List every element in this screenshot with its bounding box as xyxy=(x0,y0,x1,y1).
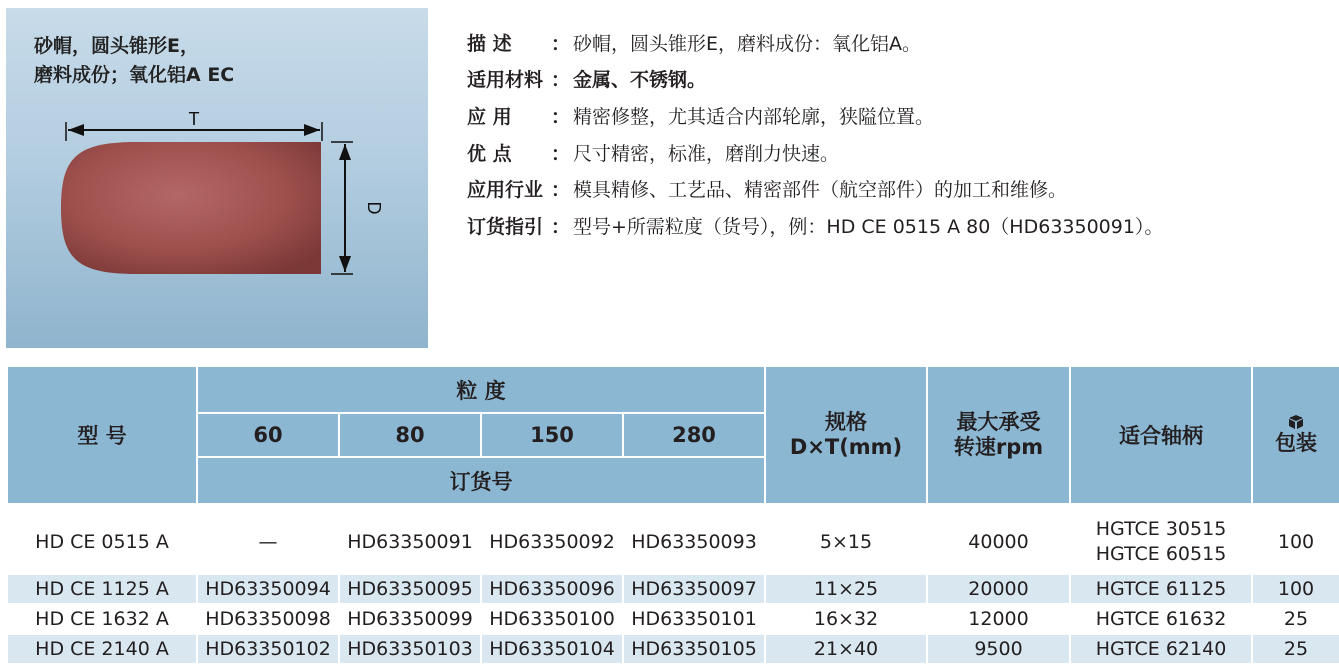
header-pack xyxy=(1252,366,1339,504)
product-description xyxy=(467,24,1163,244)
shank-value: HGTCE 60515 xyxy=(1095,543,1227,565)
header-spec-unit: D×T(mm) xyxy=(789,435,903,459)
product-image-panel xyxy=(6,8,428,348)
shank-value: HGTCE 61632 xyxy=(1095,607,1227,630)
description-label: 描 述 xyxy=(467,32,512,55)
description-label: 订货指引 xyxy=(467,215,544,238)
description-value: 模具精修、工艺品、精密部件（航空部件）的加工和维修。 xyxy=(573,179,1068,202)
cell-shank xyxy=(1070,510,1252,574)
description-colon: ： xyxy=(551,179,571,202)
cell-spec: 21×40 xyxy=(765,634,927,664)
header-shank: 适合轴柄 xyxy=(1070,366,1252,504)
cell-rpm: 9500 xyxy=(927,634,1070,664)
description-value: 精密修整，尤其适合内部轮廓，狭隘位置。 xyxy=(573,105,935,128)
description-row xyxy=(467,207,1163,244)
cell-g80: HD63350099 xyxy=(339,604,481,634)
cell-model: HD CE 1125 A xyxy=(7,574,197,604)
cell-g80: HD63350091 xyxy=(339,510,481,574)
header-grit-value: 60 xyxy=(197,413,339,457)
cell-rpm: 20000 xyxy=(927,574,1070,604)
t-dimension-label: T xyxy=(188,109,200,129)
header-grit-value: 80 xyxy=(339,413,481,457)
header-pack-label: 包装 xyxy=(1275,431,1317,455)
cell-shank xyxy=(1070,634,1252,664)
description-label: 应 用 xyxy=(467,105,512,128)
cell-g80: HD63350095 xyxy=(339,574,481,604)
table-row xyxy=(7,510,1339,574)
header-max-speed-unit: 转速rpm xyxy=(953,435,1044,459)
description-row xyxy=(467,134,1163,171)
cell-g60: HD63350098 xyxy=(197,604,339,634)
header-grit-value: 150 xyxy=(481,413,623,457)
description-label: 适用材料 xyxy=(467,69,544,92)
description-label: 应用行业 xyxy=(467,179,544,202)
cell-g150: HD63350100 xyxy=(481,604,623,634)
header-grit-value: 280 xyxy=(623,413,765,457)
cell-pack: 25 xyxy=(1252,634,1339,664)
description-label: 优 点 xyxy=(467,142,512,165)
header-max-speed xyxy=(927,366,1070,504)
description-colon: ： xyxy=(551,69,571,92)
description-row xyxy=(467,24,1163,61)
description-colon: ： xyxy=(551,142,571,165)
d-dimension-label: D xyxy=(364,201,384,215)
description-value: 尺寸精密，标准，磨削力快速。 xyxy=(573,142,840,165)
cell-g280: HD63350097 xyxy=(623,574,765,604)
table-row xyxy=(7,634,1339,664)
spec-table xyxy=(6,365,1339,665)
cell-model: HD CE 1632 A xyxy=(7,604,197,634)
description-colon: ： xyxy=(551,215,571,238)
caption-line-2: 磨料成份；氧化铝A EC xyxy=(34,64,235,86)
abrasive-cap-shape xyxy=(61,142,321,274)
shank-value: HGTCE 61125 xyxy=(1095,577,1227,600)
cell-shank xyxy=(1070,604,1252,634)
cell-shank xyxy=(1070,574,1252,604)
description-row xyxy=(467,97,1163,134)
table-row xyxy=(7,574,1339,604)
header-spec xyxy=(765,366,927,504)
cell-model: HD CE 2140 A xyxy=(7,634,197,664)
cell-rpm: 40000 xyxy=(927,510,1070,574)
cell-g280: HD63350093 xyxy=(623,510,765,574)
description-value: 型号+所需粒度（货号），例：HD CE 0515 A 80（HD63350091）。 xyxy=(573,215,1164,238)
cell-g150: HD63350104 xyxy=(481,634,623,664)
header-max-speed-title: 最大承受 xyxy=(956,410,1041,434)
cell-g60: — xyxy=(197,510,339,574)
cell-pack: 100 xyxy=(1252,574,1339,604)
cell-g60: HD63350094 xyxy=(197,574,339,604)
header-spec-title: 规格 xyxy=(825,410,867,434)
cell-g60: HD63350102 xyxy=(197,634,339,664)
cell-rpm: 12000 xyxy=(927,604,1070,634)
description-value: 金属、不锈钢。 xyxy=(573,69,707,92)
cell-pack: 25 xyxy=(1252,604,1339,634)
cell-g80: HD63350103 xyxy=(339,634,481,664)
cell-spec: 16×32 xyxy=(765,604,927,634)
cell-model: HD CE 0515 A xyxy=(7,510,197,574)
caption-line-1: 砂帽，圆头锥形E， xyxy=(34,35,199,57)
header-model: 型 号 xyxy=(7,366,197,504)
cell-g280: HD63350105 xyxy=(623,634,765,664)
cell-g280: HD63350101 xyxy=(623,604,765,634)
description-row xyxy=(467,61,1163,98)
cell-g150: HD63350092 xyxy=(481,510,623,574)
header-order-no: 订货号 xyxy=(197,457,765,504)
cell-spec: 11×25 xyxy=(765,574,927,604)
table-row xyxy=(7,604,1339,634)
product-diagram xyxy=(6,8,428,348)
header-grit: 粒 度 xyxy=(197,366,765,413)
cell-pack: 100 xyxy=(1252,510,1339,574)
description-value: 砂帽，圆头锥形E，磨料成份：氧化铝A。 xyxy=(573,32,922,55)
description-colon: ： xyxy=(551,105,571,128)
cell-spec: 5×15 xyxy=(765,510,927,574)
box-icon xyxy=(1253,414,1339,431)
shank-value: HGTCE 62140 xyxy=(1095,637,1227,660)
description-colon: ： xyxy=(551,32,571,55)
shank-value: HGTCE 30515 xyxy=(1095,518,1227,540)
cell-g150: HD63350096 xyxy=(481,574,623,604)
description-row xyxy=(467,170,1163,207)
